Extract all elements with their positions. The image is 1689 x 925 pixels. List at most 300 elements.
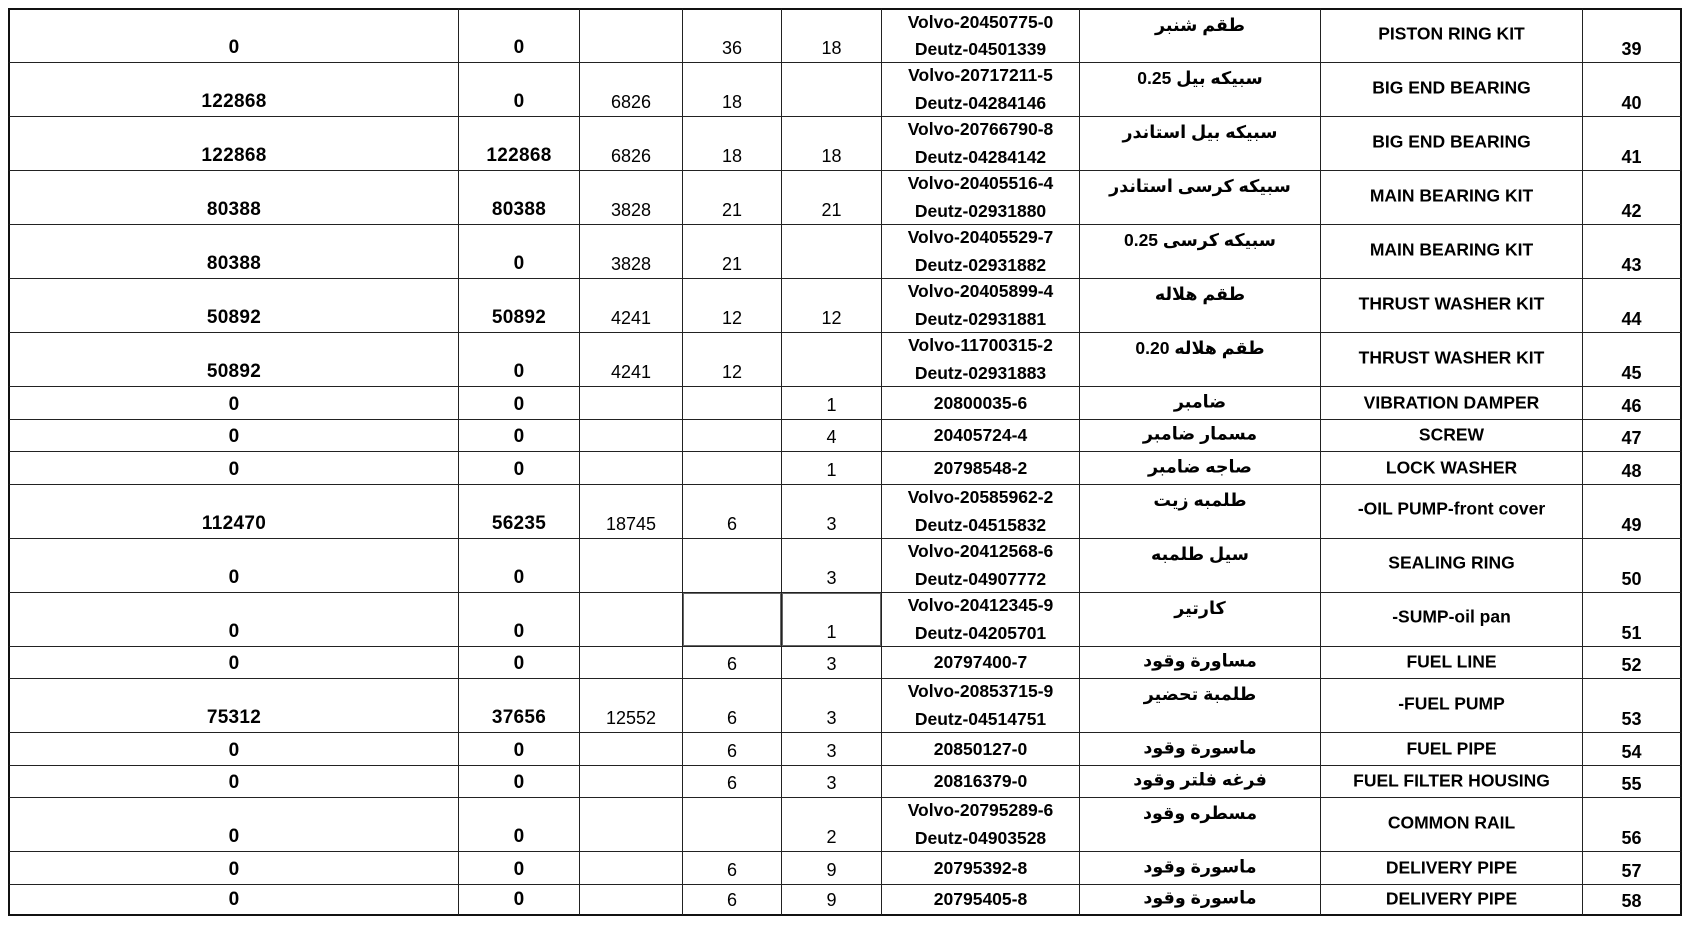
item-number-cell bbox=[1582, 8, 1682, 62]
item-number-text: 54 bbox=[1621, 741, 1642, 762]
item-number-cell bbox=[1582, 678, 1682, 732]
total-text: 0 bbox=[228, 566, 240, 588]
english-description-cell bbox=[1320, 170, 1582, 224]
quantity-cell bbox=[682, 278, 781, 332]
item-number-text: 40 bbox=[1621, 93, 1642, 113]
part-number-primary: Volvo-20766790-8 bbox=[907, 119, 1054, 139]
quantity-cell bbox=[682, 419, 781, 452]
arabic-description-cell bbox=[1079, 765, 1320, 798]
quantity-text: 12 bbox=[721, 308, 743, 328]
unit-price-cell bbox=[579, 851, 682, 884]
item-number-cell bbox=[1582, 592, 1682, 646]
total-text: 0 bbox=[228, 620, 240, 642]
quantity-text: 21 bbox=[721, 254, 743, 274]
item-number-text: 50 bbox=[1621, 568, 1642, 589]
part-number-cell bbox=[881, 592, 1079, 646]
subtotal-cell bbox=[458, 851, 579, 884]
english-description-cell bbox=[1320, 451, 1582, 484]
quantity-required-text: 3 bbox=[826, 513, 837, 534]
arabic-description-cell bbox=[1079, 592, 1320, 646]
subtotal-text: 0 bbox=[513, 620, 525, 642]
item-number-cell bbox=[1582, 386, 1682, 419]
part-number-cell bbox=[881, 170, 1079, 224]
total-cell bbox=[8, 484, 458, 538]
subtotal-cell bbox=[458, 538, 579, 592]
quantity-text: 6 bbox=[726, 740, 737, 761]
table-row bbox=[8, 592, 1682, 646]
english-description-cell bbox=[1320, 732, 1582, 765]
quantity-required-text: 9 bbox=[826, 890, 837, 910]
quantity-required-cell bbox=[781, 8, 881, 62]
quantity-cell bbox=[682, 646, 781, 679]
item-number-text: 57 bbox=[1621, 860, 1642, 881]
table-row bbox=[8, 451, 1682, 484]
unit-price-cell bbox=[579, 538, 682, 592]
arabic-description-cell bbox=[1079, 278, 1320, 332]
arabic-description-cell bbox=[1079, 538, 1320, 592]
quantity-required-text: 1 bbox=[826, 394, 837, 415]
unit-price-cell bbox=[579, 386, 682, 419]
part-number-primary: Volvo-20412568-6 bbox=[907, 540, 1054, 561]
english-description-text: THRUST WASHER KIT bbox=[1358, 292, 1545, 313]
quantity-required-cell bbox=[781, 851, 881, 884]
arabic-description-text: سبيكه بيل استاندر bbox=[1122, 122, 1278, 142]
english-description-text: FUEL LINE bbox=[1406, 651, 1497, 672]
quantity-cell bbox=[682, 484, 781, 538]
item-number-cell bbox=[1582, 538, 1682, 592]
part-number-cell bbox=[881, 538, 1079, 592]
quantity-required-cell bbox=[781, 884, 881, 917]
unit-price-cell bbox=[579, 170, 682, 224]
item-number-cell bbox=[1582, 646, 1682, 679]
english-description-cell bbox=[1320, 386, 1582, 419]
subtotal-cell bbox=[458, 419, 579, 452]
table-row bbox=[8, 386, 1682, 419]
quantity-cell bbox=[682, 451, 781, 484]
total-cell bbox=[8, 332, 458, 386]
subtotal-text: 0 bbox=[513, 426, 525, 447]
subtotal-text: 0 bbox=[513, 826, 525, 847]
arabic-description-cell bbox=[1079, 116, 1320, 170]
english-description-text: SEALING RING bbox=[1388, 552, 1515, 573]
total-cell bbox=[8, 884, 458, 917]
arabic-description-text: طلمبه زيت bbox=[1153, 489, 1247, 510]
english-description-text: FUEL FILTER HOUSING bbox=[1353, 770, 1550, 791]
english-description-text: -OIL PUMP-front cover bbox=[1357, 498, 1546, 519]
total-text: 0 bbox=[228, 858, 240, 880]
table-row bbox=[8, 224, 1682, 278]
unit-price-text: 18745 bbox=[605, 513, 657, 534]
english-description-cell bbox=[1320, 62, 1582, 116]
quantity-required-cell bbox=[781, 116, 881, 170]
subtotal-text: 122868 bbox=[486, 145, 552, 166]
total-cell bbox=[8, 386, 458, 419]
part-number-secondary: Deutz-04284142 bbox=[914, 147, 1047, 167]
item-number-text: 41 bbox=[1621, 147, 1642, 167]
subtotal-text: 0 bbox=[513, 361, 525, 382]
unit-price-text: 12552 bbox=[605, 708, 657, 728]
subtotal-cell bbox=[458, 646, 579, 679]
quantity-cell bbox=[682, 538, 781, 592]
part-number-primary: 20795392-8 bbox=[933, 857, 1028, 878]
subtotal-cell bbox=[458, 332, 579, 386]
arabic-description-cell bbox=[1079, 170, 1320, 224]
english-description-text: COMMON RAIL bbox=[1387, 811, 1516, 832]
unit-price-cell bbox=[579, 884, 682, 917]
part-number-secondary: Deutz-04907772 bbox=[914, 568, 1047, 589]
total-text: 50892 bbox=[206, 361, 262, 382]
item-number-text: 56 bbox=[1621, 828, 1642, 848]
part-number-primary: Volvo-20795289-6 bbox=[907, 800, 1054, 820]
english-description-cell bbox=[1320, 592, 1582, 646]
quantity-required-cell bbox=[781, 419, 881, 452]
arabic-description-cell bbox=[1079, 678, 1320, 732]
english-description-text: LOCK WASHER bbox=[1385, 457, 1518, 478]
english-description-text: BIG END BEARING bbox=[1372, 76, 1531, 97]
table-row bbox=[8, 116, 1682, 170]
part-number-cell bbox=[881, 646, 1079, 679]
english-description-cell bbox=[1320, 765, 1582, 798]
quantity-required-text: 2 bbox=[826, 827, 837, 847]
part-number-cell bbox=[881, 797, 1079, 851]
english-description-text: BIG END BEARING bbox=[1372, 130, 1531, 151]
quantity-cell bbox=[682, 8, 781, 62]
item-number-text: 52 bbox=[1621, 655, 1642, 675]
part-number-secondary: Deutz-04205701 bbox=[914, 622, 1047, 643]
quantity-required-text: 3 bbox=[826, 740, 837, 761]
part-number-secondary: Deutz-02931881 bbox=[914, 309, 1047, 329]
part-number-cell bbox=[881, 8, 1079, 62]
english-description-cell bbox=[1320, 797, 1582, 851]
total-cell bbox=[8, 678, 458, 732]
english-description-cell bbox=[1320, 224, 1582, 278]
quantity-text: 12 bbox=[721, 362, 743, 382]
unit-price-cell bbox=[579, 278, 682, 332]
english-description-cell bbox=[1320, 538, 1582, 592]
arabic-description-text: مسطره وقود bbox=[1142, 803, 1258, 823]
item-number-text: 55 bbox=[1621, 774, 1642, 794]
total-text: 75312 bbox=[206, 707, 262, 728]
item-number-cell bbox=[1582, 62, 1682, 116]
subtotal-cell bbox=[458, 884, 579, 917]
subtotal-cell bbox=[458, 116, 579, 170]
quantity-required-cell bbox=[781, 732, 881, 765]
unit-price-text: 3828 bbox=[610, 200, 652, 220]
subtotal-text: 0 bbox=[513, 458, 525, 480]
quantity-cell bbox=[682, 765, 781, 798]
unit-price-cell bbox=[579, 592, 682, 646]
item-number-cell bbox=[1582, 451, 1682, 484]
english-description-text: -FUEL PUMP bbox=[1398, 692, 1505, 713]
table-row bbox=[8, 62, 1682, 116]
unit-price-cell bbox=[579, 332, 682, 386]
subtotal-cell bbox=[458, 451, 579, 484]
part-number-cell bbox=[881, 765, 1079, 798]
english-description-cell bbox=[1320, 678, 1582, 732]
arabic-description-cell bbox=[1079, 732, 1320, 765]
quantity-required-cell bbox=[781, 170, 881, 224]
unit-price-cell bbox=[579, 646, 682, 679]
quantity-required-cell bbox=[781, 62, 881, 116]
quantity-required-text: 3 bbox=[826, 654, 837, 674]
part-number-cell bbox=[881, 884, 1079, 917]
part-number-cell bbox=[881, 484, 1079, 538]
item-number-cell bbox=[1582, 797, 1682, 851]
part-number-cell bbox=[881, 678, 1079, 732]
total-cell bbox=[8, 765, 458, 798]
part-number-primary: Volvo-20405899-4 bbox=[907, 281, 1054, 301]
quantity-required-cell bbox=[781, 765, 881, 798]
arabic-description-cell bbox=[1079, 386, 1320, 419]
quantity-required-cell bbox=[781, 224, 881, 278]
subtotal-cell bbox=[458, 278, 579, 332]
part-number-primary: Volvo-20405529-7 bbox=[907, 227, 1054, 247]
item-number-cell bbox=[1582, 419, 1682, 452]
item-number-cell bbox=[1582, 278, 1682, 332]
subtotal-text: 0 bbox=[513, 772, 525, 793]
item-number-text: 46 bbox=[1621, 395, 1642, 416]
quantity-cell bbox=[682, 851, 781, 884]
english-description-cell bbox=[1320, 884, 1582, 917]
subtotal-text: 0 bbox=[513, 37, 525, 58]
quantity-required-text: 4 bbox=[826, 427, 837, 447]
total-cell bbox=[8, 8, 458, 62]
arabic-description-text: كارتير bbox=[1174, 597, 1226, 618]
quantity-cell bbox=[682, 592, 781, 646]
quantity-required-text: 1 bbox=[826, 621, 837, 642]
quantity-cell bbox=[682, 116, 781, 170]
unit-price-text: 6826 bbox=[610, 146, 652, 166]
total-cell bbox=[8, 224, 458, 278]
arabic-description-text: سبيكه كرسى 0.25 bbox=[1123, 230, 1277, 250]
part-number-cell bbox=[881, 732, 1079, 765]
subtotal-text: 0 bbox=[513, 393, 525, 415]
quantity-cell bbox=[682, 62, 781, 116]
part-number-primary: 20850127-0 bbox=[933, 738, 1028, 759]
total-cell bbox=[8, 646, 458, 679]
total-text: 80388 bbox=[206, 253, 262, 274]
table-row bbox=[8, 8, 1682, 62]
part-number-primary: 20816379-0 bbox=[933, 771, 1028, 792]
english-description-text: DELIVERY PIPE bbox=[1385, 888, 1518, 909]
english-description-text: -SUMP-oil pan bbox=[1392, 606, 1511, 627]
table-row bbox=[8, 278, 1682, 332]
arabic-description-text: سيل طلمبه bbox=[1151, 543, 1249, 564]
english-description-text: THRUST WASHER KIT bbox=[1358, 346, 1545, 367]
part-number-secondary: Deutz-04501339 bbox=[914, 39, 1047, 59]
table-row bbox=[8, 538, 1682, 592]
parts-table bbox=[8, 8, 1682, 920]
unit-price-text: 6826 bbox=[610, 92, 652, 112]
quantity-text: 6 bbox=[726, 708, 737, 728]
arabic-description-text: فرغه فلتر وقود bbox=[1133, 769, 1267, 790]
total-cell bbox=[8, 62, 458, 116]
arabic-description-cell bbox=[1079, 8, 1320, 62]
subtotal-cell bbox=[458, 62, 579, 116]
arabic-description-text: ماسورة وقود bbox=[1143, 856, 1257, 877]
total-cell bbox=[8, 419, 458, 452]
item-number-text: 49 bbox=[1621, 514, 1642, 535]
total-text: 0 bbox=[228, 826, 240, 847]
total-text: 50892 bbox=[206, 307, 262, 328]
part-number-secondary: Deutz-04514751 bbox=[914, 709, 1047, 729]
quantity-required-text: 3 bbox=[826, 708, 837, 728]
part-number-secondary: Deutz-04284146 bbox=[914, 93, 1047, 113]
total-text: 0 bbox=[228, 458, 240, 480]
arabic-description-cell bbox=[1079, 332, 1320, 386]
unit-price-text: 4241 bbox=[610, 308, 652, 328]
total-text: 0 bbox=[228, 653, 240, 674]
quantity-required-cell bbox=[781, 797, 881, 851]
item-number-cell bbox=[1582, 851, 1682, 884]
total-cell bbox=[8, 116, 458, 170]
part-number-cell bbox=[881, 278, 1079, 332]
subtotal-cell bbox=[458, 386, 579, 419]
english-description-cell bbox=[1320, 851, 1582, 884]
part-number-secondary: Deutz-04515832 bbox=[914, 514, 1047, 535]
part-number-cell bbox=[881, 851, 1079, 884]
quantity-required-text: 3 bbox=[826, 567, 837, 588]
quantity-text: 6 bbox=[726, 654, 737, 674]
english-description-text: PISTON RING KIT bbox=[1378, 23, 1525, 44]
unit-price-cell bbox=[579, 484, 682, 538]
subtotal-text: 0 bbox=[513, 91, 525, 112]
item-number-text: 53 bbox=[1621, 709, 1642, 729]
arabic-description-cell bbox=[1079, 797, 1320, 851]
part-number-secondary: Deutz-02931883 bbox=[914, 363, 1047, 383]
arabic-description-text: ضامبر bbox=[1173, 391, 1227, 412]
arabic-description-cell bbox=[1079, 851, 1320, 884]
part-number-secondary: Deutz-04903528 bbox=[914, 828, 1047, 848]
quantity-text: 18 bbox=[721, 92, 743, 112]
quantity-required-cell bbox=[781, 332, 881, 386]
unit-price-cell bbox=[579, 451, 682, 484]
quantity-required-text: 18 bbox=[821, 146, 842, 166]
item-number-cell bbox=[1582, 170, 1682, 224]
total-cell bbox=[8, 538, 458, 592]
total-cell bbox=[8, 732, 458, 765]
total-cell bbox=[8, 278, 458, 332]
unit-price-cell bbox=[579, 8, 682, 62]
item-number-text: 45 bbox=[1621, 363, 1642, 383]
quantity-required-cell bbox=[781, 538, 881, 592]
total-text: 80388 bbox=[206, 199, 262, 220]
item-number-cell bbox=[1582, 484, 1682, 538]
part-number-primary: Volvo-20853715-9 bbox=[907, 681, 1054, 701]
arabic-description-cell bbox=[1079, 62, 1320, 116]
part-number-primary: 20405724-4 bbox=[933, 425, 1028, 446]
quantity-required-text: 3 bbox=[826, 773, 837, 793]
total-cell bbox=[8, 451, 458, 484]
arabic-description-text: طقم شنبر bbox=[1154, 15, 1246, 35]
quantity-cell bbox=[682, 170, 781, 224]
unit-price-text: 3828 bbox=[610, 254, 652, 274]
quantity-cell bbox=[682, 797, 781, 851]
part-number-cell bbox=[881, 224, 1079, 278]
quantity-text: 18 bbox=[721, 146, 743, 166]
item-number-cell bbox=[1582, 732, 1682, 765]
subtotal-text: 0 bbox=[513, 889, 525, 910]
arabic-description-text: مسمار ضامبر bbox=[1142, 423, 1258, 444]
unit-price-text: 4241 bbox=[610, 362, 652, 382]
part-number-primary: 20800035-6 bbox=[933, 392, 1028, 413]
subtotal-text: 50892 bbox=[491, 307, 547, 328]
item-number-cell bbox=[1582, 116, 1682, 170]
total-text: 0 bbox=[228, 889, 240, 910]
subtotal-text: 56235 bbox=[491, 512, 547, 534]
item-number-text: 39 bbox=[1621, 39, 1642, 59]
subtotal-cell bbox=[458, 732, 579, 765]
part-number-primary: 20798548-2 bbox=[933, 457, 1028, 478]
subtotal-cell bbox=[458, 797, 579, 851]
total-text: 122868 bbox=[201, 145, 267, 166]
arabic-description-cell bbox=[1079, 419, 1320, 452]
part-number-primary: Volvo-20450775-0 bbox=[907, 12, 1054, 32]
quantity-required-cell bbox=[781, 646, 881, 679]
arabic-description-cell bbox=[1079, 646, 1320, 679]
quantity-cell bbox=[682, 386, 781, 419]
quantity-text: 6 bbox=[726, 859, 737, 880]
total-text: 122868 bbox=[201, 91, 267, 112]
english-description-cell bbox=[1320, 116, 1582, 170]
quantity-required-cell bbox=[781, 592, 881, 646]
item-number-text: 48 bbox=[1621, 460, 1642, 481]
arabic-description-cell bbox=[1079, 224, 1320, 278]
unit-price-cell bbox=[579, 732, 682, 765]
quantity-cell bbox=[682, 884, 781, 917]
total-text: 112470 bbox=[201, 512, 267, 534]
english-description-text: FUEL PIPE bbox=[1406, 738, 1497, 759]
english-description-text: SCREW bbox=[1418, 424, 1485, 445]
arabic-description-cell bbox=[1079, 884, 1320, 917]
part-number-primary: Volvo-11700315-2 bbox=[908, 335, 1053, 355]
english-description-cell bbox=[1320, 484, 1582, 538]
arabic-description-text: ماسورة وقود bbox=[1143, 737, 1257, 758]
arabic-description-cell bbox=[1079, 451, 1320, 484]
subtotal-text: 80388 bbox=[491, 199, 547, 220]
item-number-text: 44 bbox=[1621, 309, 1642, 329]
subtotal-cell bbox=[458, 484, 579, 538]
english-description-text: MAIN BEARING KIT bbox=[1369, 238, 1534, 259]
total-text: 0 bbox=[228, 772, 240, 793]
part-number-cell bbox=[881, 386, 1079, 419]
total-text: 0 bbox=[228, 739, 240, 761]
quantity-required-cell bbox=[781, 451, 881, 484]
table-row bbox=[8, 419, 1682, 452]
subtotal-cell bbox=[458, 170, 579, 224]
english-description-cell bbox=[1320, 646, 1582, 679]
quantity-required-cell bbox=[781, 484, 881, 538]
part-number-cell bbox=[881, 116, 1079, 170]
total-cell bbox=[8, 851, 458, 884]
subtotal-cell bbox=[458, 224, 579, 278]
table-row bbox=[8, 646, 1682, 679]
unit-price-cell bbox=[579, 224, 682, 278]
english-description-cell bbox=[1320, 8, 1582, 62]
subtotal-cell bbox=[458, 592, 579, 646]
table-row bbox=[8, 884, 1682, 917]
table-row bbox=[8, 678, 1682, 732]
subtotal-text: 37656 bbox=[491, 707, 547, 728]
item-number-text: 43 bbox=[1621, 255, 1642, 275]
part-number-cell bbox=[881, 332, 1079, 386]
quantity-cell bbox=[682, 332, 781, 386]
unit-price-cell bbox=[579, 419, 682, 452]
item-number-cell bbox=[1582, 224, 1682, 278]
quantity-required-cell bbox=[781, 386, 881, 419]
total-cell bbox=[8, 170, 458, 224]
arabic-description-cell bbox=[1079, 484, 1320, 538]
